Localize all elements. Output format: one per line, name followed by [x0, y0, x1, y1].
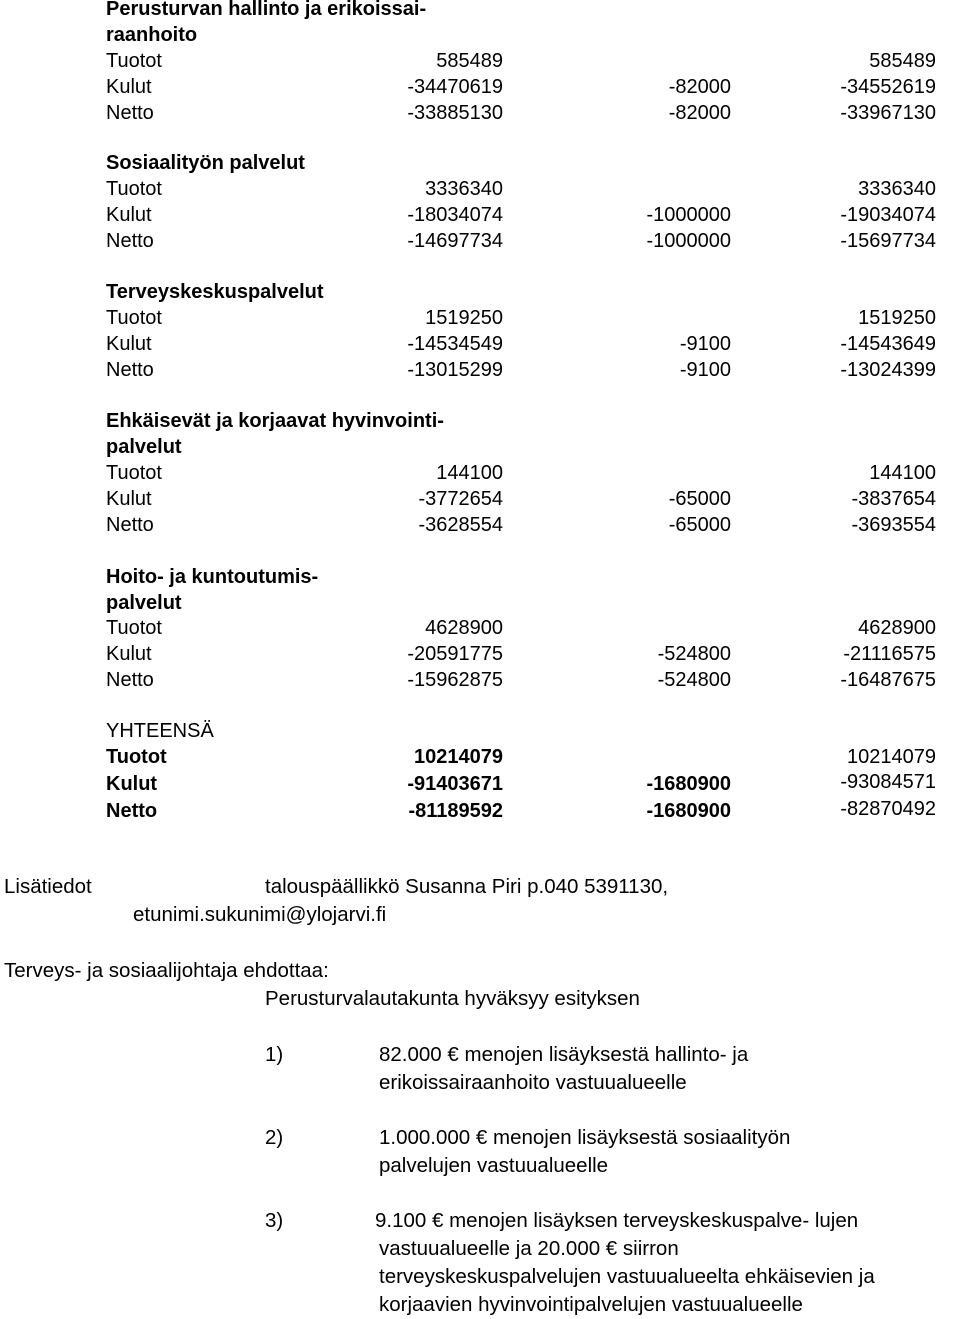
value-col1: -34470619 [407, 76, 503, 98]
table-row [0, 305, 960, 331]
value-col3: 3336340 [858, 178, 936, 200]
row-label: Netto [106, 514, 154, 536]
item-number: 1) [265, 1043, 284, 1066]
item-text: 9.100 € menojen lisäyksen terveyskeskuspalve- lujen [375, 1209, 859, 1232]
info-label: Lisätiedot [4, 875, 92, 898]
table-row [0, 74, 960, 100]
table-row [0, 48, 960, 74]
table-row [0, 228, 960, 254]
value-col1: -3772654 [418, 488, 503, 510]
row-label: Netto [106, 359, 154, 381]
value-col3: -13024399 [840, 359, 936, 381]
value-col1: 144100 [436, 462, 503, 484]
value-col1: -14697734 [407, 230, 503, 252]
info-email: etunimi.sukunimi@ylojarvi.fi [133, 903, 387, 926]
value-col3: -15697734 [840, 230, 936, 252]
value-col2: -524800 [657, 669, 731, 691]
table-row [0, 331, 960, 357]
value-col2: -82000 [668, 76, 731, 98]
value-col1: -20591775 [407, 643, 503, 665]
proposal-intro: Perusturvalautakunta hyväksyy esityksen [265, 987, 640, 1010]
row-label: Kulut [106, 773, 158, 795]
section-title: Terveyskeskuspalvelut [106, 281, 324, 303]
item-text: vastuualueelle ja 20.000 € siirron [379, 1237, 679, 1260]
table-row [0, 202, 960, 228]
section-title: Ehkäisevät ja korjaavat hyvinvointi- [106, 410, 444, 432]
value-col1: 4628900 [425, 617, 503, 639]
row-label: Netto [106, 800, 158, 822]
value-col1: -3628554 [418, 514, 503, 536]
row-label: Tuotot [106, 746, 167, 768]
row-label: Netto [106, 102, 154, 124]
value-col3: -93084571 [840, 771, 936, 793]
value-col2: -9100 [679, 359, 731, 381]
value-col3: 585489 [869, 50, 936, 72]
value-col3: -19034074 [840, 204, 936, 226]
table-row [0, 641, 960, 667]
section-title: Hoito- ja kuntoutumis- [106, 566, 319, 588]
table-row [0, 460, 960, 486]
value-col2: -9100 [679, 333, 731, 355]
row-label: Tuotot [106, 178, 162, 200]
value-col2: -65000 [668, 514, 731, 536]
table-row [0, 615, 960, 641]
value-col1: -18034074 [407, 204, 503, 226]
row-label: Kulut [106, 333, 152, 355]
value-col2: -65000 [668, 488, 731, 510]
item-text: korjaavien hyvinvointipalvelujen vastuualueelle [379, 1293, 803, 1316]
value-col2: -1000000 [646, 204, 731, 226]
item-number: 3) [265, 1209, 284, 1232]
value-col1: 585489 [436, 50, 503, 72]
value-col1: -13015299 [407, 359, 503, 381]
table-row [0, 176, 960, 202]
item-number: 2) [265, 1126, 284, 1149]
section-title: YHTEENSÄ [106, 720, 214, 742]
value-col2: -1680900 [646, 773, 731, 795]
value-col3: -34552619 [840, 76, 936, 98]
item-text: terveyskeskuspalvelujen vastuualueelta ehkäisevien ja [379, 1265, 875, 1288]
row-label: Kulut [106, 488, 152, 510]
row-label: Tuotot [106, 307, 162, 329]
value-col1: -33885130 [407, 102, 503, 124]
value-col3: 144100 [869, 462, 936, 484]
value-col3: -82870492 [840, 798, 936, 820]
table-row [0, 512, 960, 538]
row-label: Kulut [106, 204, 152, 226]
table-row [0, 357, 960, 383]
value-col3: 4628900 [858, 617, 936, 639]
value-col3: -3837654 [851, 488, 936, 510]
item-text: 82.000 € menojen lisäyksestä hallinto- ja [379, 1043, 749, 1066]
value-col2: -524800 [657, 643, 731, 665]
value-col3: -16487675 [840, 669, 936, 691]
value-col3: -21116575 [843, 643, 936, 665]
table-row [0, 486, 960, 512]
row-label: Tuotot [106, 50, 162, 72]
row-label: Kulut [106, 76, 152, 98]
value-col1: 3336340 [425, 178, 503, 200]
row-label: Tuotot [106, 617, 162, 639]
row-label: Kulut [106, 643, 152, 665]
value-col3: -33967130 [840, 102, 936, 124]
row-label: Netto [106, 230, 154, 252]
value-col1: -15962875 [407, 669, 503, 691]
item-text: 1.000.000 € menojen lisäyksestä sosiaalityön [379, 1126, 791, 1149]
value-col3: 10214079 [847, 746, 936, 768]
value-col1: -14534549 [407, 333, 503, 355]
value-col2: -82000 [668, 102, 731, 124]
section-title: raanhoito [106, 24, 198, 46]
table-row [0, 798, 960, 824]
section-title: Perusturvan hallinto ja erikoissai- [106, 0, 427, 20]
value-col2: -1000000 [646, 230, 731, 252]
value-col2: -1680900 [646, 800, 731, 822]
table-row [0, 100, 960, 126]
value-col3: -14543649 [840, 333, 936, 355]
table-row [0, 744, 960, 770]
section-title: palvelut [106, 592, 182, 614]
row-label: Tuotot [106, 462, 162, 484]
row-label: Netto [106, 669, 154, 691]
section-title: palvelut [106, 436, 182, 458]
value-col1: -91403671 [407, 773, 503, 795]
table-row [0, 771, 960, 797]
value-col1: 1519250 [425, 307, 503, 329]
item-text: erikoissairaanhoito vastuualueelle [379, 1071, 687, 1094]
value-col1: 10214079 [414, 746, 503, 768]
section-title: Sosiaalityön palvelut [106, 152, 305, 174]
value-col1: -81189592 [408, 800, 503, 822]
item-text: palvelujen vastuualueelle [379, 1154, 609, 1177]
info-contact: talouspäällikkö Susanna Piri p.040 5391130, [265, 875, 669, 898]
value-col3: 1519250 [858, 307, 936, 329]
table-row [0, 667, 960, 693]
proposal-heading: Terveys- ja sosiaalijohtaja ehdottaa: [4, 959, 329, 982]
value-col3: -3693554 [851, 514, 936, 536]
